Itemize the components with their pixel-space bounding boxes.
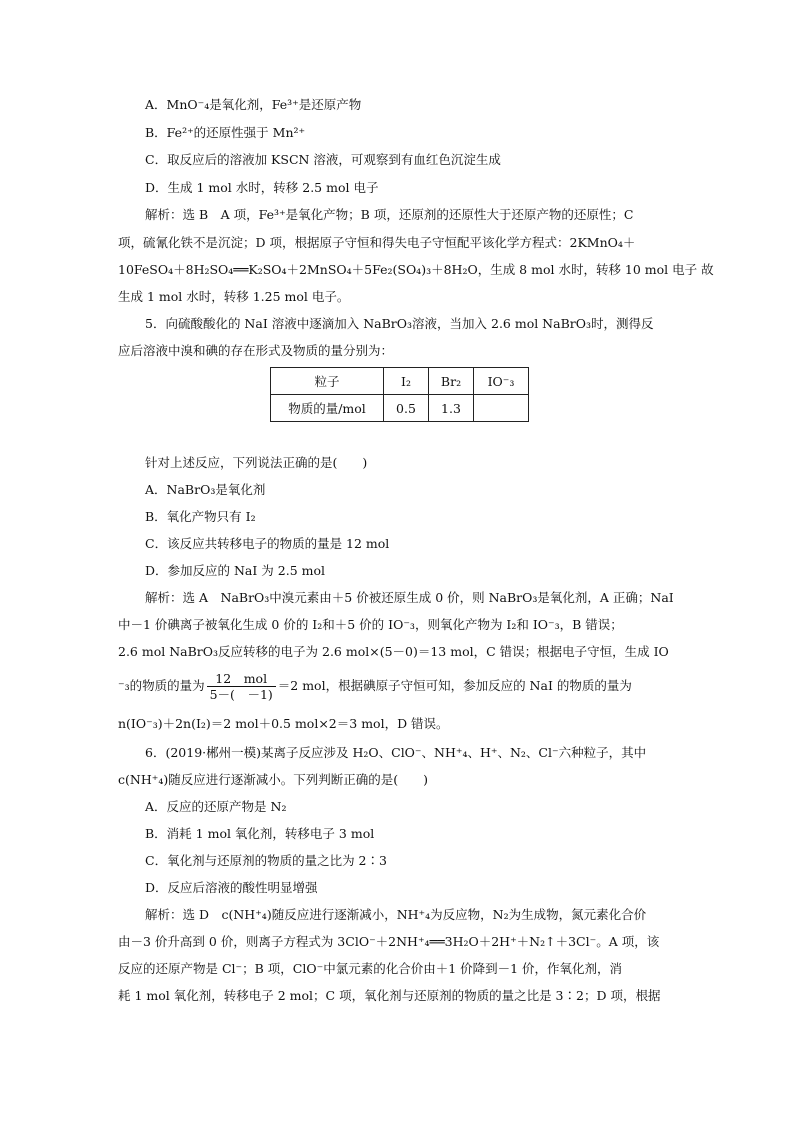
q6-analysis-line-3: 反应的还原产物是 Cl⁻；B 项，ClO⁻中氯元素的化合价由＋1 价降到－1 价，作氧化剂，消: [118, 961, 623, 976]
table-row: [271, 395, 529, 422]
q6-analysis-line-1: 解析：选 D c(NH⁺₄)随反应进行逐渐减小，NH⁺₄为反应物，N₂为生成物，氮元素化合价: [145, 907, 647, 922]
table-header-row: [271, 368, 529, 395]
q5-analysis-line-2: 中－1 价碘离子被氧化生成 0 价的 I₂和＋5 价的 IO⁻₃，则氧化产物为 I₂和 IO⁻₃，B 错误；: [118, 617, 623, 632]
q4-option-c: C．取反应后的溶液加 KSCN 溶液，可观察到有血红色沉淀生成: [145, 152, 501, 167]
q5-option-b: B．氧化产物只有 I₂: [145, 509, 256, 524]
q4-option-d: D．生成 1 mol 水时，转移 2.5 mol 电子: [145, 180, 379, 195]
table-cell: 1.3: [429, 395, 474, 422]
q5-analysis-text-a: ⁻₃的物质的量为: [118, 678, 205, 693]
q5-question: 针对上述反应，下列说法正确的是( ): [145, 455, 368, 470]
q5-analysis-line-5: n(IO⁻₃)＋2n(I₂)＝2 mol＋0.5 mol×2＝3 mol，D 错误。: [118, 716, 449, 731]
q6-stem-line-1: 6．(2019·郴州一模)某离子反应涉及 H₂O、ClO⁻、NH⁺₄、H⁺、N₂、Cl⁻六种粒子，其中: [145, 745, 647, 760]
q5-stem-line-2: 应后溶液中溴和碘的存在形式及物质的量分别为：: [118, 343, 394, 358]
q6-analysis-line-2: 由－3 价升高到 0 价，则离子方程式为 3ClO⁻＋2NH⁺₄══3H₂O＋2H⁺＋N₂↑＋3Cl⁻。A 项，该: [118, 934, 660, 949]
q5-species-table: [270, 367, 529, 422]
q5-stem-line-1: 5．向硫酸酸化的 NaI 溶液中逐滴加入 NaBrO₃溶液，当加入 2.6 mol NaBrO₃时，测得反: [145, 316, 654, 331]
q5-analysis-text-b: ＝2 mol，根据碘原子守恒可知，参加反应的 NaI 的物质的量为: [277, 678, 632, 693]
q4-analysis-line-1: 解析：选 B A 项，Fe³⁺是氧化产物；B 项，还原剂的还原性大于还原产物的还原性；C: [145, 207, 634, 222]
q4-analysis-line-3: 10FeSO₄＋8H₂SO₄══K₂SO₄＋2MnSO₄＋5Fe₂(SO₄)₃＋8H₂O，生成 8 mol 水时，转移 10 mol 电子 故: [118, 262, 714, 277]
table-header-cell: Br₂: [429, 368, 474, 395]
q4-analysis-line-2: 项，硫氰化铁不是沉淀；D 项，根据原子守恒和得失电子守恒配平该化学方程式：2KMnO₄＋: [118, 235, 636, 250]
q6-stem-line-2: c(NH⁺₄)随反应进行逐渐减小。下列判断正确的是( ): [118, 772, 428, 787]
q4-option-a: A．MnO⁻₄是氧化剂，Fe³⁺是还原产物: [145, 97, 362, 112]
table-header-cell: I₂: [384, 368, 429, 395]
q5-option-c: C．该反应共转移电子的物质的量是 12 mol: [145, 536, 390, 551]
fraction: [207, 671, 276, 702]
table-header-cell: 粒子: [271, 368, 384, 395]
table-cell: 物质的量/mol: [271, 395, 384, 422]
table-cell: [474, 395, 529, 422]
table-cell: 0.5: [384, 395, 429, 422]
q6-option-c: C．氧化剂与还原剂的物质的量之比为 2∶3: [145, 853, 387, 868]
q5-option-d: D．参加反应的 NaI 为 2.5 mol: [145, 563, 325, 578]
q5-analysis-line-3: 2.6 mol NaBrO₃反应转移的电子为 2.6 mol×(5－0)＝13 mol，C 错误；根据电子守恒，生成 IO: [118, 644, 669, 659]
q5-analysis-line-1: 解析：选 A NaBrO₃中溴元素由＋5 价被还原生成 0 价，则 NaBrO₃是氧化剂，A 正确；NaI: [145, 590, 674, 605]
q5-option-a: A．NaBrO₃是氧化剂: [145, 482, 266, 497]
q6-option-b: B．消耗 1 mol 氧化剂，转移电子 3 mol: [145, 826, 375, 841]
q6-option-d: D．反应后溶液的酸性明显增强: [145, 880, 318, 895]
q4-analysis-line-4: 生成 1 mol 水时，转移 1.25 mol 电子。: [118, 289, 350, 304]
q5-analysis-line-4: [118, 671, 632, 702]
fraction-numerator: 12 mol: [207, 671, 276, 687]
fraction-denominator: 5－( －1): [209, 687, 273, 702]
q4-option-b: B．Fe²⁺的还原性强于 Mn²⁺: [145, 125, 306, 140]
q6-option-a: A．反应的还原产物是 N₂: [145, 799, 287, 814]
q6-analysis-line-4: 耗 1 mol 氧化剂，转移电子 2 mol；C 项，氧化剂与还原剂的物质的量之比是 3∶2；D 项，根据: [118, 988, 661, 1003]
table-header-cell: IO⁻₃: [474, 368, 529, 395]
